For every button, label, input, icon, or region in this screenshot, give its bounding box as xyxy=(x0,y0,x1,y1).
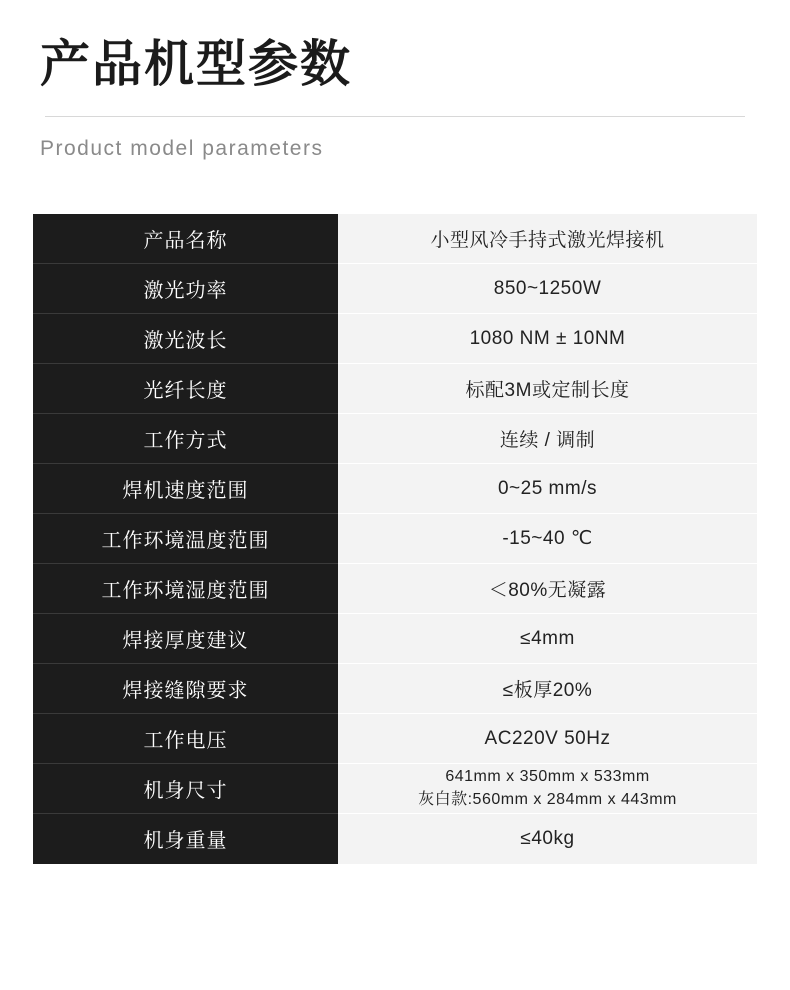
spec-label: 机身尺寸 xyxy=(33,764,338,814)
table-row xyxy=(33,664,757,714)
spec-value: 连续 / 调制 xyxy=(338,414,757,464)
table-row xyxy=(33,214,757,264)
spec-label: 焊接厚度建议 xyxy=(33,614,338,664)
spec-value xyxy=(338,764,757,814)
spec-label: 焊接缝隙要求 xyxy=(33,664,338,714)
spec-value: ≤板厚20% xyxy=(338,664,757,714)
spec-table-container xyxy=(33,214,757,864)
page-title: 产品机型参数 xyxy=(40,36,352,92)
spec-label: 焊机速度范围 xyxy=(33,464,338,514)
spec-table-body xyxy=(33,214,757,864)
table-row xyxy=(33,714,757,764)
spec-value: ≤40kg xyxy=(338,814,757,864)
table-row xyxy=(33,564,757,614)
page-subtitle: Product model parameters xyxy=(40,136,324,160)
table-row xyxy=(33,264,757,314)
spec-value-line-2: 灰白款:560mm x 284mm x 443mm xyxy=(418,791,677,808)
spec-label: 机身重量 xyxy=(33,814,338,864)
spec-table xyxy=(33,214,757,864)
table-row xyxy=(33,464,757,514)
spec-label: 激光功率 xyxy=(33,264,338,314)
spec-value: ＜80%无凝露 xyxy=(338,564,757,614)
table-row xyxy=(33,314,757,364)
spec-value: 850~1250W xyxy=(338,264,757,314)
table-row xyxy=(33,764,757,814)
spec-value-lines xyxy=(346,766,749,810)
spec-value: 标配3M或定制长度 xyxy=(338,364,757,414)
spec-value: AC220V 50Hz xyxy=(338,714,757,764)
spec-value: -15~40 ℃ xyxy=(338,514,757,564)
spec-label: 激光波长 xyxy=(33,314,338,364)
spec-value: 小型风冷手持式激光焊接机 xyxy=(338,214,757,264)
spec-value-line-1: 641mm x 350mm x 533mm xyxy=(445,768,650,786)
spec-label: 工作环境湿度范围 xyxy=(33,564,338,614)
page-header xyxy=(0,0,790,161)
spec-label: 产品名称 xyxy=(33,214,338,264)
table-row xyxy=(33,814,757,864)
spec-value: 0~25 mm/s xyxy=(338,464,757,514)
spec-value: ≤4mm xyxy=(338,614,757,664)
table-row xyxy=(33,364,757,414)
table-row xyxy=(33,514,757,564)
spec-label: 工作电压 xyxy=(33,714,338,764)
header-divider xyxy=(45,116,745,117)
table-row xyxy=(33,614,757,664)
spec-label: 光纤长度 xyxy=(33,364,338,414)
spec-label: 工作方式 xyxy=(33,414,338,464)
spec-label: 工作环境温度范围 xyxy=(33,514,338,564)
table-row xyxy=(33,414,757,464)
spec-value: 1080 NM ± 10NM xyxy=(338,314,757,364)
